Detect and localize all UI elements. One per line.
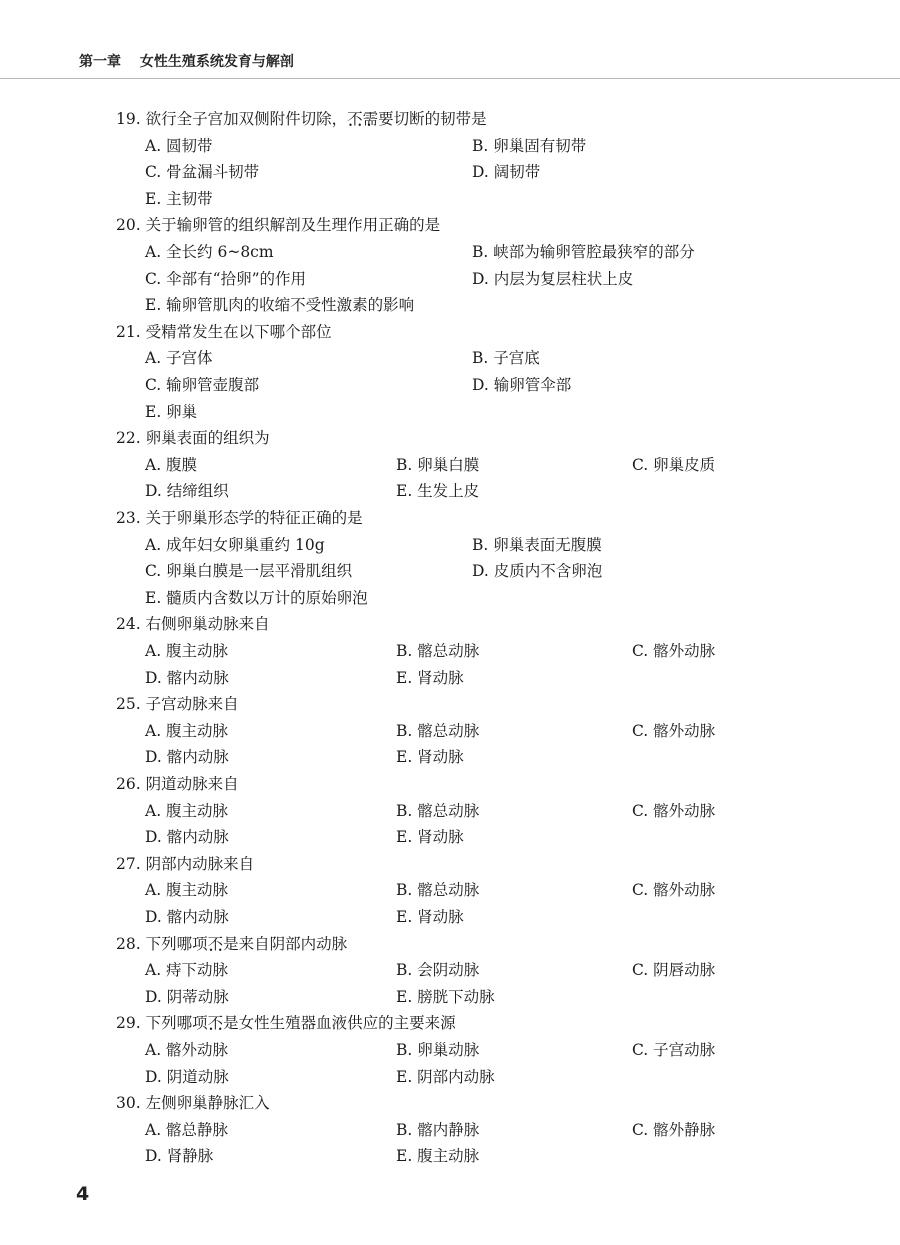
answer-option: B. 髂内静脉 [396,1120,480,1139]
answer-option: E. 肾动脉 [396,668,464,687]
stem-text: 28. 下列哪项 [116,934,208,953]
stem-emphasis: 不是 • • [208,931,239,957]
answer-option: A. 全长约 6~8cm [145,243,274,261]
answer-option: E. 膀胱下动脉 [396,987,495,1006]
answer-option: B. 卵巢白膜 [396,455,480,474]
question-stem [116,106,487,132]
answer-option: A. 腹主动脉 [145,642,229,660]
answer-option: A. 腹主动脉 [145,721,229,740]
answer-option: D. 肾静脉 [145,1147,214,1166]
answer-option: D. 阴蒂动脉 [145,987,229,1006]
answer-option: C. 髂外动脉 [632,642,716,660]
answer-option: A. 腹主动脉 [145,801,229,820]
answer-option: E. 肾动脉 [396,828,464,847]
answer-option: A. 髂总静脉 [145,1120,229,1139]
answer-option: E. 输卵管肌肉的收缩不受性激素的影响 [145,296,415,315]
question-stem [116,851,254,877]
answer-option: B. 髂总动脉 [396,881,480,900]
answer-option: B. 会阴动脉 [396,961,480,980]
stem-text: 25. 子宫动脉来自 [116,695,239,714]
answer-option: E. 主韧带 [145,189,213,208]
answer-option: D. 输卵管伞部 [472,376,572,394]
answer-option: E. 肾动脉 [396,908,464,926]
answer-option: E. 肾动脉 [396,748,464,767]
answer-option: C. 髂外动脉 [632,881,716,900]
answer-option: C. 髂外动脉 [632,721,716,740]
stem-text: 20. 关于输卵管的组织解剖及生理作用正确的是 [116,216,441,235]
answer-option: A. 腹主动脉 [145,881,229,900]
question-stem [116,212,440,238]
answer-option: E. 阴部内动脉 [396,1067,495,1086]
stem-text: 24. 右侧卵巢动脉来自 [116,615,270,634]
stem-text: 切断的韧带是 [393,110,487,128]
answer-option: A. 髂外动脉 [145,1041,229,1059]
answer-option: D. 髂内动脉 [145,828,229,847]
answer-option: C. 子宫动脉 [632,1041,716,1059]
running-header [79,51,294,71]
answer-option: A. 痔下动脉 [145,961,229,980]
answer-option: C. 输卵管壶腹部 [145,376,260,394]
answer-option: D. 髂内动脉 [145,748,229,767]
stem-text: 21. 受精常发生在以下哪个部位 [116,322,332,341]
stem-text: 27. 阴部内动脉来自 [116,854,255,873]
answer-option: D. 内层为复层柱状上皮 [472,269,634,288]
answer-option: B. 髂总动脉 [396,721,480,740]
answer-option: B. 卵巢表面无腹膜 [472,535,602,554]
stem-emphasis: 不是 • • [208,1010,239,1036]
answer-option: E. 卵巢 [145,402,198,421]
page-number: 4 [76,1183,90,1205]
answer-option: B. 卵巢动脉 [396,1041,480,1059]
question-stem [116,505,363,531]
answer-option: C. 卵巢皮质 [632,455,716,474]
answer-option: B. 髂总动脉 [396,801,480,820]
answer-option: C. 髂外静脉 [632,1120,716,1139]
answer-option: E. 髓质内含数以万计的原始卵泡 [145,588,368,607]
answer-option: A. 子宫体 [145,349,213,368]
answer-option: D. 阔韧带 [472,163,541,182]
stem-text: 29. 下列哪项 [116,1014,208,1033]
answer-option: C. 伞部有“拾卵”的作用 [145,269,307,288]
stem-emphasis: 不需要 • • • [347,106,394,132]
chapter-title: 女性生殖系统发育与解剖 [139,54,294,70]
question-stem [116,611,270,637]
answer-option: C. 骨盆漏斗韧带 [145,163,260,182]
answer-option: D. 结缔组织 [145,482,229,501]
stem-text: 22. 卵巢表面的组织为 [116,429,270,448]
answer-option: A. 圆韧带 [145,136,213,155]
question-stem [116,771,239,797]
answer-option: B. 子宫底 [472,349,540,368]
question-stem [116,931,347,957]
answer-option: B. 髂总动脉 [396,642,480,660]
answer-option: C. 卵巢白膜是一层平滑肌组织 [145,562,353,581]
question-stem [116,425,270,451]
stem-text: 19. 欲行全子宫加双侧附件切除， [116,110,348,128]
answer-option: D. 髂内动脉 [145,668,229,687]
stem-text: 来自阴部内动脉 [238,934,348,953]
chapter-label: 第一章 [79,54,121,70]
answer-option: C. 阴唇动脉 [632,961,716,980]
answer-option: E. 腹主动脉 [396,1147,480,1166]
answer-option: A. 成年妇女卵巢重约 10g [145,535,325,554]
stem-text: 女性生殖器血液供应的主要来源 [238,1014,456,1033]
question-stem [116,1010,456,1036]
answer-option: D. 髂内动脉 [145,908,229,926]
answer-option: A. 腹膜 [145,455,198,474]
header-rule [0,78,900,79]
answer-option: B. 卵巢固有韧带 [472,136,587,155]
question-stem [116,319,332,345]
stem-text: 30. 左侧卵巢静脉汇入 [116,1094,270,1113]
stem-text: 23. 关于卵巢形态学的特征正确的是 [116,509,363,527]
question-stem [116,1090,270,1116]
answer-option: D. 阴道动脉 [145,1067,229,1086]
question-stem [116,691,239,717]
answer-option: E. 生发上皮 [396,482,480,501]
stem-text: 26. 阴道动脉来自 [116,775,239,793]
answer-option: B. 峡部为输卵管腔最狭窄的部分 [472,243,695,261]
answer-option: C. 髂外动脉 [632,801,716,820]
answer-option: D. 皮质内不含卵泡 [472,562,603,581]
